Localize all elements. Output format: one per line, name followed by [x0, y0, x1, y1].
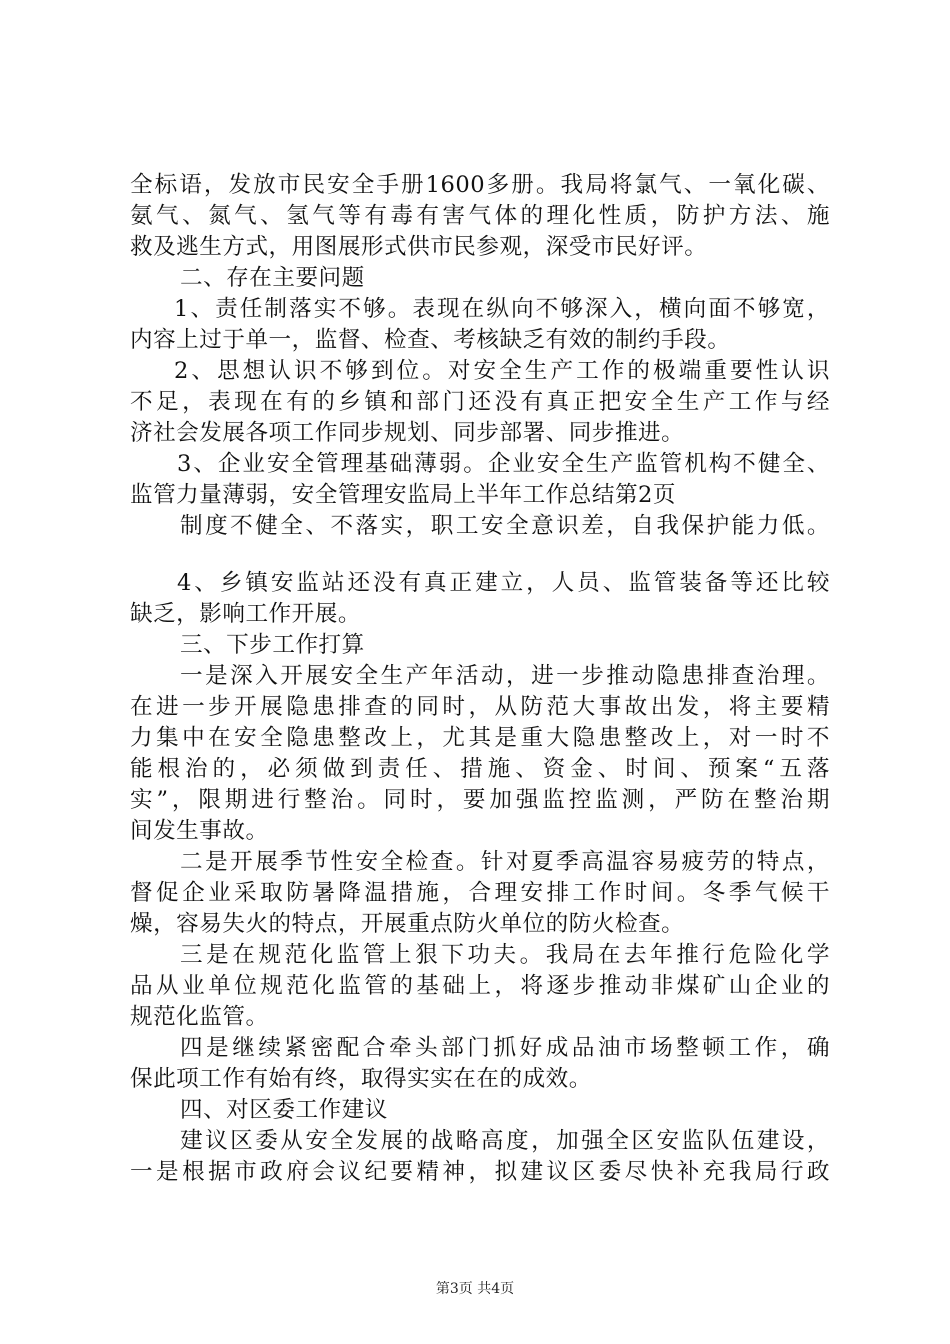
text-line: 在进一步开展隐患排查的同时，从防范大事故出发，将主要精 — [130, 694, 830, 720]
text-line: 间发生事故。 — [130, 818, 269, 844]
text-line: 三是在规范化监管上狠下功夫。我局在去年推行危险化学 — [180, 942, 830, 968]
text-line: 4、乡镇安监站还没有真正建立，人员、监管装备等还比较 — [177, 570, 830, 596]
page-number-footer: 第3页 共4页 — [435, 1281, 515, 1297]
text-line: 燥，容易失火的特点，开展重点防火单位的防火检查。 — [130, 911, 685, 937]
text-line: 力集中在安全隐患整改上，尤其是重大隐患整改上，对一时不 — [130, 725, 830, 751]
text-line: 督促企业采取防暑降温措施，合理安排工作时间。冬季气候干 — [130, 880, 830, 906]
text-line: 氨气、氮气、氢气等有毒有害气体的理化性质，防护方法、施 — [130, 203, 830, 229]
paragraph-gap — [130, 542, 830, 568]
text-line: 一是深入开展安全生产年活动，进一步推动隐患排查治理。 — [180, 663, 830, 689]
text-line: 济社会发展各项工作同步规划、同步部署、同步推进。 — [130, 420, 685, 446]
text-line: 二是开展季节性安全检查。针对夏季高温容易疲劳的特点， — [180, 849, 830, 875]
text-line: 救及逃生方式，用图展形式供市民参观，深受市民好评。 — [130, 234, 708, 260]
section-heading: 三、下步工作打算 — [180, 632, 365, 658]
text-line: 实”，限期进行整治。同时，要加强监控监测，严防在整治期 — [130, 787, 830, 813]
text-line: 3、企业安全管理基础薄弱。企业安全生产监管机构不健全、 — [177, 451, 830, 477]
text-line: 品从业单位规范化监管的基础上，将逐步推动非煤矿山企业的 — [130, 973, 830, 999]
document-body — [130, 170, 830, 1188]
text-line: 保此项工作有始有终，取得实实在在的成效。 — [130, 1066, 592, 1092]
section-heading: 四、对区委工作建议 — [180, 1097, 388, 1123]
text-line: 能根治的，必须做到责任、措施、资金、时间、预案“五落 — [130, 756, 830, 782]
section-heading: 二、存在主要问题 — [180, 265, 365, 291]
text-line: 缺乏，影响工作开展。 — [130, 601, 361, 627]
text-line: 监管力量薄弱，安全管理安监局上半年工作总结第2页 — [130, 482, 677, 508]
text-line: 全标语，发放市民安全手册1600多册。我局将氯气、一氧化碳、 — [130, 172, 830, 198]
text-line: 一是根据市政府会议纪要精神，拟建议区委尽快补充我局行政 — [130, 1159, 830, 1185]
text-line: 制度不健全、不落实，职工安全意识差，自我保护能力低。 — [180, 513, 830, 539]
text-line: 1、责任制落实不够。表现在纵向不够深入，横向面不够宽， — [174, 296, 830, 322]
text-line: 内容上过于单一，监督、检查、考核缺乏有效的制约手段。 — [130, 327, 731, 353]
text-line: 四是继续紧密配合牵头部门抓好成品油市场整顿工作，确 — [180, 1035, 830, 1061]
text-line: 建议区委从安全发展的战略高度，加强全区安监队伍建设， — [180, 1128, 830, 1154]
text-line: 规范化监管。 — [130, 1004, 269, 1030]
text-line: 不足，表现在有的乡镇和部门还没有真正把安全生产工作与经 — [130, 389, 830, 415]
text-line: 2、思想认识不够到位。对安全生产工作的极端重要性认识 — [174, 358, 830, 384]
